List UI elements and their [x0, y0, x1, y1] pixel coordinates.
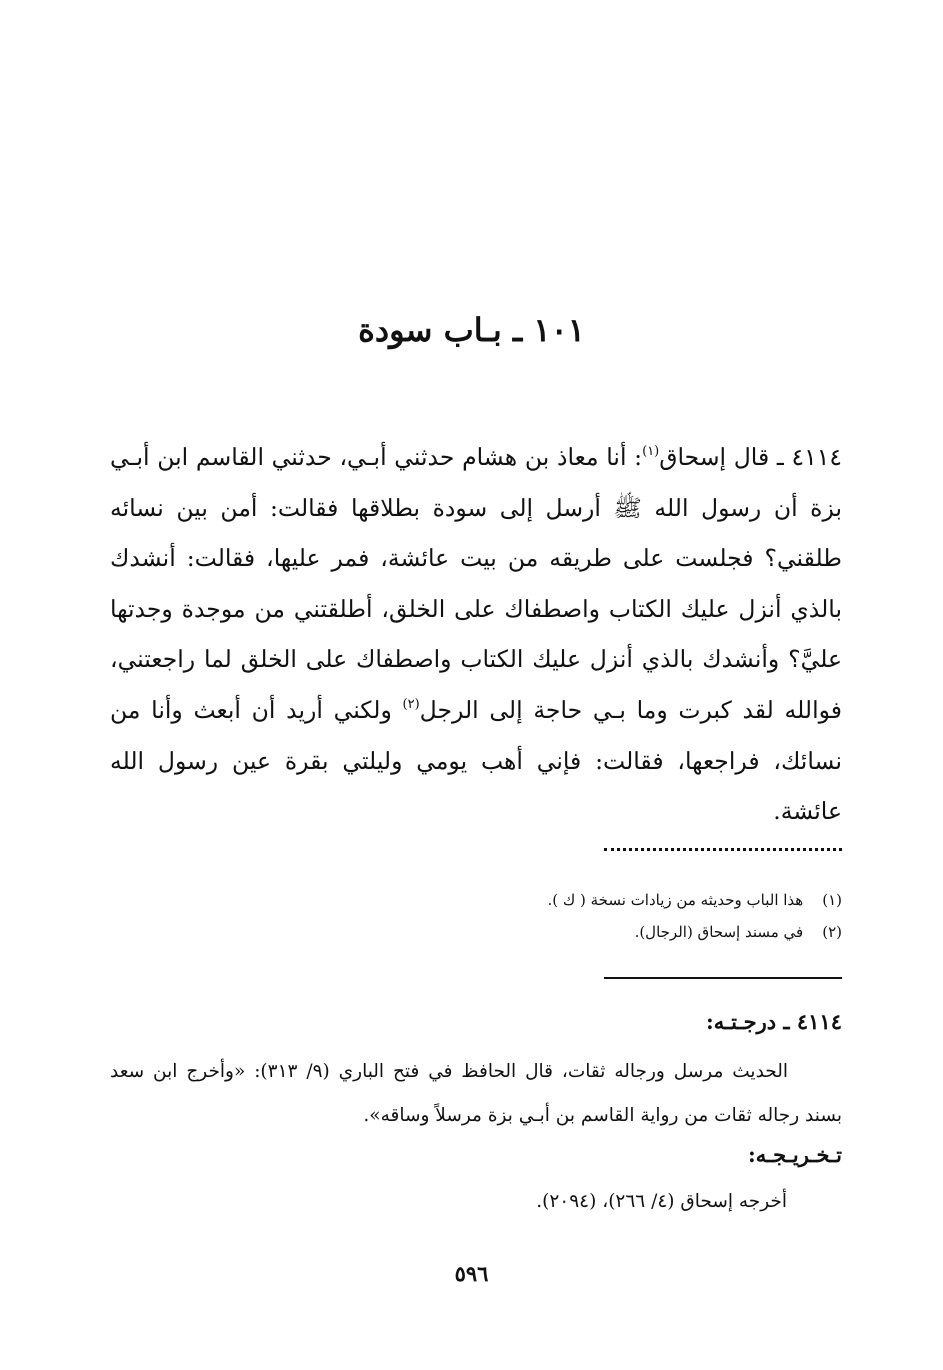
- chapter-title: ١٠١ ـ بـاب سودة: [358, 311, 585, 349]
- footnote-1: [300, 884, 842, 916]
- section-divider: [604, 977, 842, 979]
- grading-paragraph: الحديث مرسل ورجاله ثقات، قال الحافظ في فتح الباري (٩/ ٣١٣): «وأخرج ابن سعد بسند رجاله ثقات من رواية القاسم بن أبـي بزة مرسلاً وساقه».: [110, 1061, 842, 1126]
- hadith-body: : أنا معاذ بن هشام حدثني أبـي، حدثني القاسم ابن أبـي بزة أن رسول الله ﷺ أرسل إلى سودة بطلاقها فقالت: أمن بين نسائه طلقني؟ فجلست على طريقه من بيت عائشة، فمر عليها، فقالت: أنشدك بالذي أنزل عليك الكتاب واصطفاك على الخلق، أطلقتني من موجدة وجدتها عليَّ؟ وأنشدك بالذي أنزل عليك الكتاب واصطفاك على الخلق لما راجعتني، فوالله لقد كبرت وما بـي حاجة إلى الرجل: [110, 443, 842, 724]
- footnotes: [300, 884, 842, 948]
- takhrij-heading: تـخـريـجـه:: [747, 1142, 842, 1167]
- footnote-marker-1: (١): [642, 444, 660, 459]
- hadith-paragraph: [110, 432, 842, 837]
- page-number: ٥٩٦: [454, 1261, 489, 1286]
- footnote-text: هذا الباب وحديثه من زيادات نسخة ( ك ).: [547, 891, 804, 909]
- hadith-opening: ٤١١٤ ـ قال إسحاق: [659, 443, 843, 471]
- footnote-separator: [604, 848, 842, 855]
- footnote-number: (٢): [822, 923, 842, 941]
- footnote-2: [300, 916, 842, 948]
- grading-text: [110, 1050, 842, 1138]
- hadith-closing: ولكني أريد أن أبعث وأنا من نسائك، فراجعها، فقالت: فإني أهب يومي وليلتي بقرة عين رسول الله عائشة.: [110, 695, 842, 826]
- footnote-marker-2: (٢): [402, 696, 420, 712]
- footnote-number: (١): [822, 891, 842, 909]
- footnote-text: في مسند إسحاق (الرجال).: [634, 923, 804, 941]
- hadith-text: [110, 432, 842, 837]
- grading-heading: ٤١١٤ ـ درجـتـه:: [705, 1009, 842, 1034]
- takhrij-text: أخرجه إسحاق (٤/ ٢٦٦)، (٢٠٩٤).: [536, 1191, 787, 1212]
